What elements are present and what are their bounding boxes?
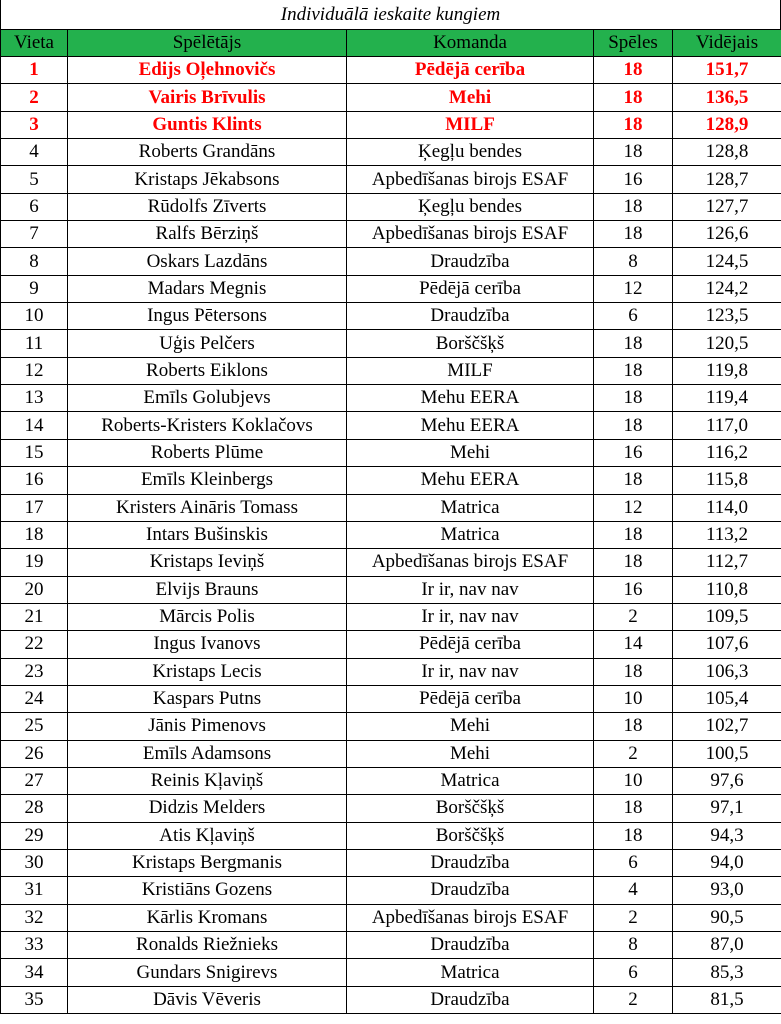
cell-place: 29 [1,822,68,849]
cell-games: 18 [594,84,673,111]
cell-player: Kristaps Lecis [68,658,347,685]
cell-place: 11 [1,330,68,357]
cell-average: 97,1 [673,795,781,822]
cell-place: 24 [1,685,68,712]
cell-average: 115,8 [673,467,781,494]
cell-average: 120,5 [673,330,781,357]
cell-games: 12 [594,494,673,521]
cell-place: 20 [1,576,68,603]
cell-team: Ir ir, nav nav [347,603,594,630]
cell-player: Emīls Adamsons [68,740,347,767]
cell-place: 26 [1,740,68,767]
cell-team: Mehi [347,84,594,111]
cell-team: Pēdējā cerība [347,631,594,658]
table-row [1,275,781,302]
cell-games: 16 [594,166,673,193]
standings-body [1,57,781,1014]
table-row [1,412,781,439]
cell-place: 27 [1,767,68,794]
table-row [1,877,781,904]
cell-team: Draudzība [347,986,594,1013]
cell-place: 25 [1,713,68,740]
cell-average: 128,8 [673,139,781,166]
cell-average: 128,9 [673,111,781,138]
cell-games: 2 [594,986,673,1013]
cell-average: 113,2 [673,521,781,548]
cell-place: 14 [1,412,68,439]
cell-player: Kristaps Jēkabsons [68,166,347,193]
table-row [1,576,781,603]
cell-games: 18 [594,822,673,849]
cell-place: 7 [1,221,68,248]
table-row [1,849,781,876]
cell-player: Ralfs Bērziņš [68,221,347,248]
cell-average: 136,5 [673,84,781,111]
table-row [1,385,781,412]
cell-place: 33 [1,932,68,959]
cell-team: Mehu EERA [347,412,594,439]
cell-team: Mehi [347,740,594,767]
cell-player: Roberts-Kristers Koklačovs [68,412,347,439]
cell-games: 18 [594,357,673,384]
table-row [1,959,781,986]
cell-place: 8 [1,248,68,275]
table-row [1,139,781,166]
cell-games: 16 [594,576,673,603]
cell-place: 30 [1,849,68,876]
cell-games: 6 [594,959,673,986]
cell-average: 90,5 [673,904,781,931]
table-row [1,521,781,548]
cell-average: 107,6 [673,631,781,658]
cell-player: Madars Megnis [68,275,347,302]
cell-games: 18 [594,467,673,494]
cell-place: 6 [1,193,68,220]
table-row [1,330,781,357]
cell-average: 87,0 [673,932,781,959]
table-title: Individuālā ieskaite kungiem [0,0,781,29]
cell-place: 31 [1,877,68,904]
header-row [1,30,781,57]
table-row [1,904,781,931]
header-place: Vieta [1,30,68,57]
cell-games: 6 [594,849,673,876]
cell-average: 117,0 [673,412,781,439]
cell-average: 123,5 [673,303,781,330]
cell-player: Roberts Plūme [68,439,347,466]
cell-team: Apbedīšanas birojs ESAF [347,549,594,576]
cell-games: 16 [594,439,673,466]
cell-games: 12 [594,275,673,302]
cell-average: 97,6 [673,767,781,794]
cell-games: 18 [594,795,673,822]
cell-games: 2 [594,740,673,767]
cell-team: MILF [347,111,594,138]
cell-team: Pēdējā cerība [347,57,594,84]
cell-average: 93,0 [673,877,781,904]
cell-average: 106,3 [673,658,781,685]
cell-team: Mehu EERA [347,467,594,494]
cell-team: Mehi [347,713,594,740]
cell-place: 35 [1,986,68,1013]
cell-place: 3 [1,111,68,138]
cell-team: Borščšķš [347,330,594,357]
cell-player: Roberts Grandāns [68,139,347,166]
cell-average: 119,4 [673,385,781,412]
cell-team: Pēdējā cerība [347,685,594,712]
table-row [1,303,781,330]
cell-games: 8 [594,932,673,959]
table-row [1,57,781,84]
cell-games: 6 [594,303,673,330]
header-average: Vidējais [673,30,781,57]
cell-team: Ķegļu bendes [347,193,594,220]
cell-average: 81,5 [673,986,781,1013]
cell-team: Borščšķš [347,795,594,822]
cell-place: 9 [1,275,68,302]
table-row [1,248,781,275]
cell-team: Draudzība [347,248,594,275]
cell-games: 18 [594,658,673,685]
cell-team: Ir ir, nav nav [347,658,594,685]
cell-team: Draudzība [347,303,594,330]
cell-player: Guntis Klints [68,111,347,138]
cell-team: Mehi [347,439,594,466]
table-row [1,166,781,193]
cell-games: 18 [594,57,673,84]
cell-player: Gundars Snigirevs [68,959,347,986]
cell-place: 5 [1,166,68,193]
cell-player: Atis Kļaviņš [68,822,347,849]
cell-games: 8 [594,248,673,275]
cell-player: Emīls Kleinbergs [68,467,347,494]
cell-average: 128,7 [673,166,781,193]
cell-games: 2 [594,904,673,931]
cell-player: Didzis Melders [68,795,347,822]
cell-games: 4 [594,877,673,904]
cell-place: 19 [1,549,68,576]
cell-player: Reinis Kļaviņš [68,767,347,794]
cell-team: Draudzība [347,849,594,876]
cell-player: Edijs Oļehnovičs [68,57,347,84]
table-row [1,767,781,794]
cell-team: Apbedīšanas birojs ESAF [347,221,594,248]
cell-games: 18 [594,713,673,740]
cell-team: Matrica [347,494,594,521]
cell-games: 14 [594,631,673,658]
table-row [1,713,781,740]
cell-team: Matrica [347,521,594,548]
table-row [1,932,781,959]
cell-average: 124,2 [673,275,781,302]
cell-place: 32 [1,904,68,931]
cell-player: Intars Bušinskis [68,521,347,548]
cell-player: Ronalds Riežnieks [68,932,347,959]
cell-player: Dāvis Vēveris [68,986,347,1013]
cell-games: 18 [594,221,673,248]
cell-player: Kaspars Putns [68,685,347,712]
cell-average: 112,7 [673,549,781,576]
cell-place: 23 [1,658,68,685]
cell-average: 85,3 [673,959,781,986]
table-row [1,494,781,521]
cell-games: 18 [594,385,673,412]
cell-average: 110,8 [673,576,781,603]
cell-player: Ingus Pētersons [68,303,347,330]
cell-average: 114,0 [673,494,781,521]
table-row [1,795,781,822]
cell-games: 10 [594,685,673,712]
cell-team: Ir ir, nav nav [347,576,594,603]
cell-team: Matrica [347,959,594,986]
cell-games: 18 [594,330,673,357]
cell-player: Kristaps Ieviņš [68,549,347,576]
cell-games: 18 [594,193,673,220]
cell-games: 18 [594,412,673,439]
cell-player: Rūdolfs Zīverts [68,193,347,220]
cell-average: 116,2 [673,439,781,466]
cell-average: 119,8 [673,357,781,384]
cell-player: Uģis Pelčers [68,330,347,357]
cell-team: Matrica [347,767,594,794]
cell-place: 4 [1,139,68,166]
cell-average: 102,7 [673,713,781,740]
cell-player: Kārlis Kromans [68,904,347,931]
cell-average: 105,4 [673,685,781,712]
standings-table [0,29,781,1014]
table-row [1,439,781,466]
cell-average: 126,6 [673,221,781,248]
cell-team: MILF [347,357,594,384]
cell-player: Elvijs Brauns [68,576,347,603]
cell-average: 151,7 [673,57,781,84]
table-row [1,467,781,494]
cell-place: 12 [1,357,68,384]
cell-average: 94,3 [673,822,781,849]
cell-games: 18 [594,139,673,166]
cell-team: Draudzība [347,877,594,904]
cell-player: Mārcis Polis [68,603,347,630]
cell-place: 15 [1,439,68,466]
table-row [1,549,781,576]
table-row [1,986,781,1013]
cell-games: 2 [594,603,673,630]
table-row [1,111,781,138]
table-row [1,603,781,630]
cell-place: 1 [1,57,68,84]
header-team: Komanda [347,30,594,57]
table-row [1,822,781,849]
cell-games: 18 [594,521,673,548]
table-row [1,631,781,658]
cell-player: Kristiāns Gozens [68,877,347,904]
table-row [1,740,781,767]
table-row [1,84,781,111]
header-player: Spēlētājs [68,30,347,57]
cell-team: Mehu EERA [347,385,594,412]
cell-place: 2 [1,84,68,111]
cell-average: 94,0 [673,849,781,876]
cell-team: Borščšķš [347,822,594,849]
cell-team: Apbedīšanas birojs ESAF [347,166,594,193]
cell-player: Oskars Lazdāns [68,248,347,275]
cell-team: Pēdējā cerība [347,275,594,302]
cell-place: 10 [1,303,68,330]
cell-games: 18 [594,111,673,138]
table-row [1,221,781,248]
cell-team: Draudzība [347,932,594,959]
table-row [1,193,781,220]
cell-place: 18 [1,521,68,548]
table-row [1,685,781,712]
cell-place: 34 [1,959,68,986]
cell-team: Ķegļu bendes [347,139,594,166]
cell-average: 109,5 [673,603,781,630]
cell-player: Ingus Ivanovs [68,631,347,658]
cell-average: 100,5 [673,740,781,767]
cell-player: Vairis Brīvulis [68,84,347,111]
cell-player: Roberts Eiklons [68,357,347,384]
header-games: Spēles [594,30,673,57]
cell-games: 18 [594,549,673,576]
table-row [1,357,781,384]
cell-place: 13 [1,385,68,412]
cell-average: 124,5 [673,248,781,275]
cell-place: 28 [1,795,68,822]
cell-place: 17 [1,494,68,521]
cell-average: 127,7 [673,193,781,220]
table-row [1,658,781,685]
cell-place: 22 [1,631,68,658]
cell-player: Emīls Golubjevs [68,385,347,412]
cell-player: Kristaps Bergmanis [68,849,347,876]
cell-player: Kristers Aināris Tomass [68,494,347,521]
cell-place: 16 [1,467,68,494]
cell-team: Apbedīšanas birojs ESAF [347,904,594,931]
cell-place: 21 [1,603,68,630]
cell-player: Jānis Pimenovs [68,713,347,740]
cell-games: 10 [594,767,673,794]
